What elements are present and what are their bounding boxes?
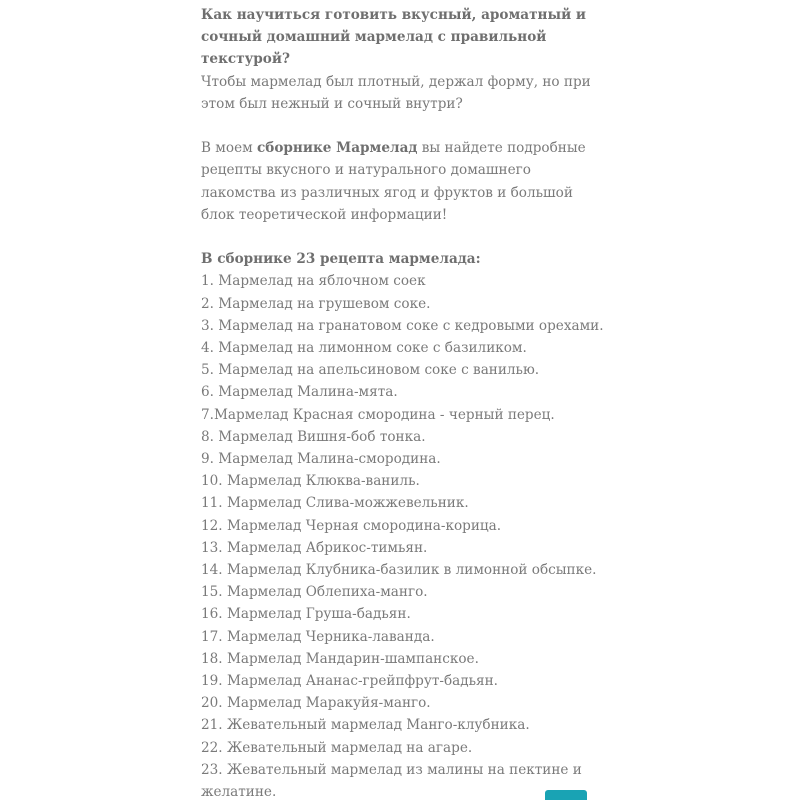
- collection-name: сборнике Мармелад: [257, 140, 418, 157]
- collection-prefix: В моем: [201, 140, 258, 157]
- recipes-list-title: В сборнике 23 рецепта мармелада:: [201, 251, 481, 268]
- recipe-list-item: 16. Мармелад Груша-бадьян.: [201, 606, 411, 623]
- recipe-list-item: 9. Мармелад Малина-смородина.: [201, 451, 441, 468]
- recipe-list-item: 4. Мармелад на лимонном соке с базиликом.: [201, 340, 527, 357]
- recipe-list-item: 18. Мармелад Мандарин-шампанское.: [201, 650, 479, 667]
- recipe-list-item: 17. Мармелад Черника-лаванда.: [201, 628, 435, 645]
- collection-suffix: вы найдете подробные рецепты вкусного и натурального домашнего лакомства из различных ягод и фруктов и большой блок теоретической информации!: [201, 140, 586, 223]
- recipe-list-item: 8. Мармелад Вишня-боб тонка.: [201, 428, 426, 445]
- recipe-list-item: 21. Жевательный мармелад Манго-клубника.: [201, 717, 530, 734]
- recipe-list-item: 2. Мармелад на грушевом соке.: [201, 295, 431, 312]
- recipe-list-item: 3. Мармелад на гранатовом соке с кедровыми орехами.: [201, 317, 604, 334]
- paragraph-gap: [201, 115, 601, 137]
- recipe-list-item: 7.Мармелад Красная смородина - черный перец.: [201, 406, 555, 423]
- recipe-list-item: 6. Мармелад Малина-мята.: [201, 384, 398, 401]
- article-body: [201, 4, 604, 800]
- recipe-list-item: 1. Мармелад на яблочном соек: [201, 273, 426, 290]
- recipes-list: [201, 270, 604, 800]
- scroll-top-button[interactable]: [545, 790, 587, 800]
- recipe-list-item: 23. Жевательный мармелад из малины на пектине и желатине.: [201, 761, 582, 800]
- recipe-list-item: 20. Мармелад Маракуйя-манго.: [201, 695, 431, 712]
- paragraph-gap: [201, 226, 601, 248]
- recipe-list-item: 15. Мармелад Облепиха-манго.: [201, 584, 428, 601]
- recipe-list-item: 22. Жевательный мармелад на агаре.: [201, 739, 473, 756]
- recipe-list-item: 14. Мармелад Клубника-базилик в лимонной обсыпке.: [201, 562, 597, 579]
- recipe-list-item: 5. Мармелад на апельсиновом соке с ванилью.: [201, 362, 540, 379]
- article-heading: Как научиться готовить вкусный, ароматный и сочный домашний мармелад с правильной текстурой?: [201, 7, 586, 68]
- recipe-list-item: 11. Мармелад Слива-можжевельник.: [201, 495, 469, 512]
- recipe-list-item: 10. Мармелад Клюква-ваниль.: [201, 473, 420, 490]
- recipe-list-item: 13. Мармелад Абрикос-тимьян.: [201, 539, 428, 556]
- recipe-list-item: 19. Мармелад Ананас-грейпфрут-бадьян.: [201, 673, 499, 690]
- article-intro: Чтобы мармелад был плотный, держал форму, но при этом был нежный и сочный внутри?: [201, 73, 591, 112]
- collection-paragraph: [201, 137, 601, 226]
- recipe-list-item: 12. Мармелад Черная смородина-корица.: [201, 517, 502, 534]
